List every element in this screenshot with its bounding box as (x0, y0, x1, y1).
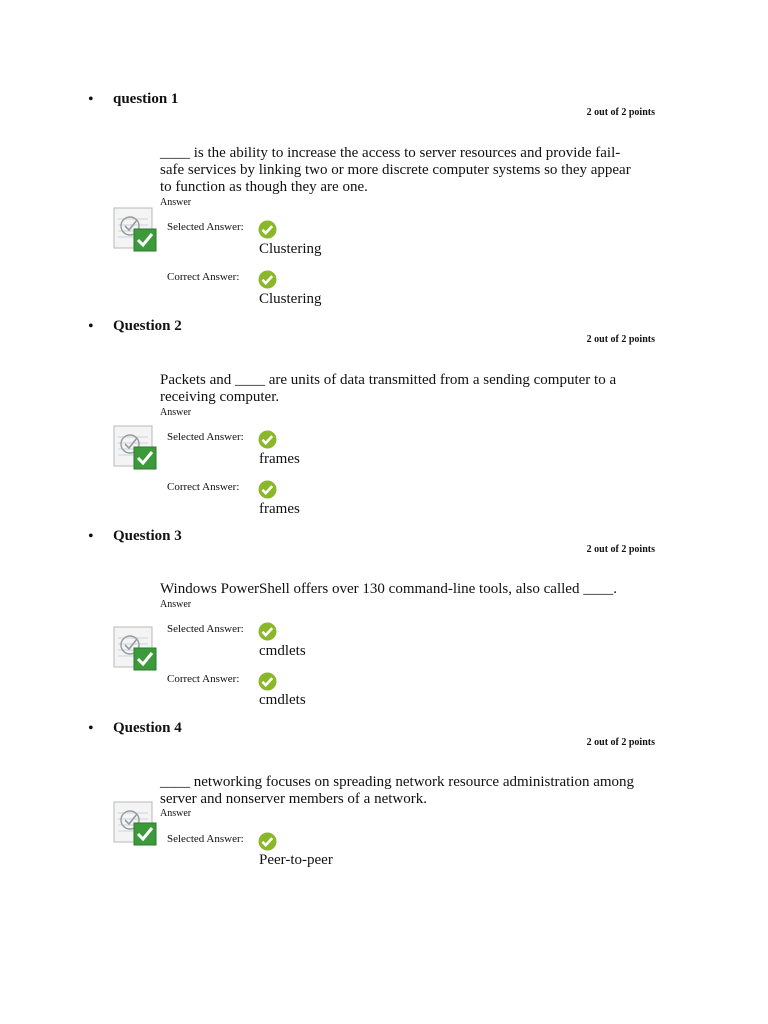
answer-label: Answer (160, 407, 192, 418)
correct-answer-label: Correct Answer: (167, 673, 240, 685)
selected-answer-label: Selected Answer: (167, 221, 244, 233)
question-text: ____ networking focuses on spreading network resource administration among server and nonserver members of a network. (160, 774, 635, 807)
question-title: Question 2 (113, 318, 182, 334)
correct-answer-label: Correct Answer: (167, 481, 240, 493)
correct-check-icon (258, 430, 277, 449)
correct-check-icon (258, 832, 277, 851)
correct-answer-value: cmdlets (259, 692, 306, 708)
points-score: 2 out of 2 points (586, 334, 655, 345)
bullet: • (88, 720, 94, 737)
points-score: 2 out of 2 points (586, 737, 655, 748)
question-text: Packets and ____ are units of data transmitted from a sending computer to a receiving computer. (160, 372, 617, 405)
answer-document-icon (112, 626, 158, 672)
question-text: ____ is the ability to increase the access to server resources and provide fail-safe services by linking two or more discrete computer systems so they appear to function as though they are one. (160, 145, 631, 195)
bullet: • (88, 91, 94, 108)
selected-answer-value: frames (259, 451, 300, 467)
selected-answer-label: Selected Answer: (167, 431, 244, 443)
correct-check-icon (258, 220, 277, 239)
question-text: Windows PowerShell offers over 130 command-line tools, also called ____. (160, 581, 617, 597)
selected-answer-value: cmdlets (259, 643, 306, 659)
correct-answer-value: Clustering (259, 291, 322, 307)
answer-document-icon (112, 425, 158, 471)
selected-answer-value: Clustering (259, 241, 322, 257)
bullet: • (88, 528, 94, 545)
answer-label: Answer (160, 599, 192, 610)
correct-check-icon (258, 270, 277, 289)
selected-answer-label: Selected Answer: (167, 623, 244, 635)
points-score: 2 out of 2 points (586, 544, 655, 555)
question-title: Question 3 (113, 528, 182, 544)
question-title: question 1 (113, 91, 179, 107)
bullet: • (88, 318, 94, 335)
answer-label: Answer (160, 808, 192, 819)
selected-answer-value: Peer-to-peer (259, 852, 333, 868)
question-title: Question 4 (113, 720, 182, 736)
correct-check-icon (258, 672, 277, 691)
correct-answer-value: frames (259, 501, 300, 517)
correct-answer-label: Correct Answer: (167, 271, 240, 283)
answer-document-icon (112, 207, 158, 253)
selected-answer-label: Selected Answer: (167, 833, 244, 845)
correct-check-icon (258, 622, 277, 641)
points-score: 2 out of 2 points (586, 107, 655, 118)
correct-check-icon (258, 480, 277, 499)
answer-label: Answer (160, 197, 192, 208)
answer-document-icon (112, 801, 158, 847)
